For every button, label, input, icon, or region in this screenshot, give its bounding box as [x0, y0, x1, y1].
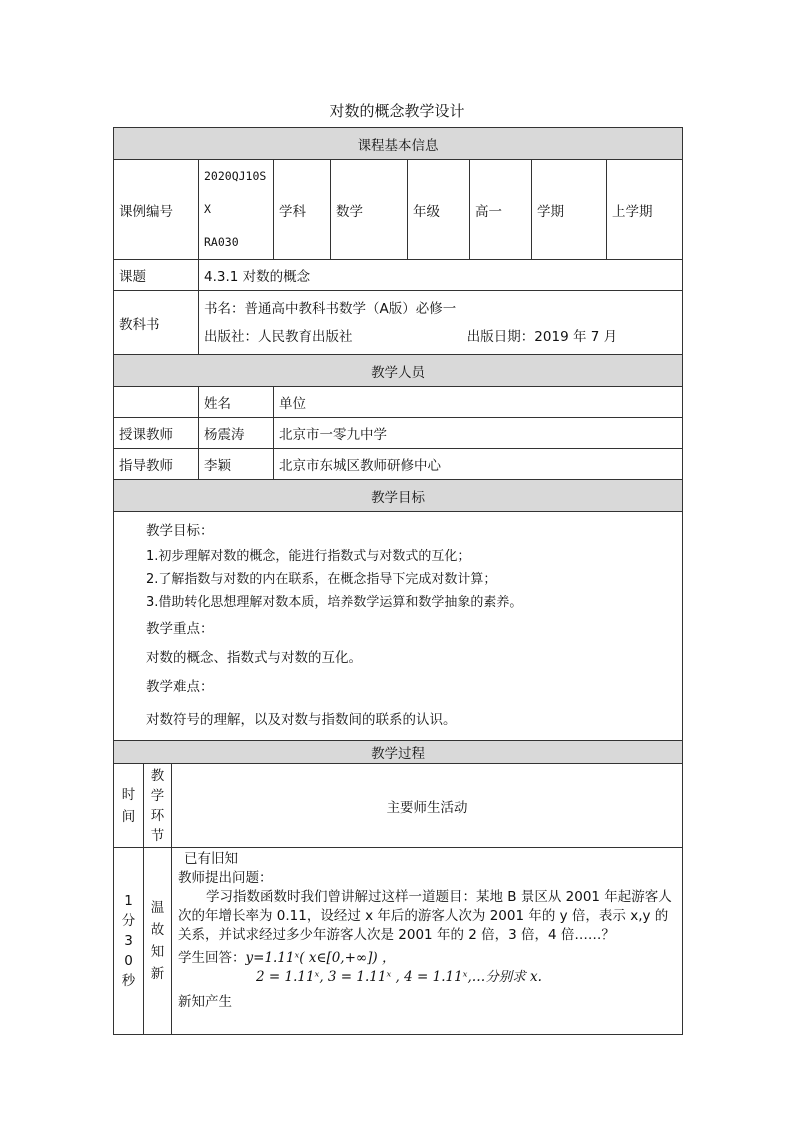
- subject-label: 学科: [274, 160, 331, 260]
- publish-date: 出版日期：2019 年 7 月: [466, 328, 618, 345]
- goals-content: [114, 512, 683, 741]
- publisher: 出版社：人民教育出版社: [204, 328, 353, 345]
- lesson-plan-table: [113, 127, 683, 1035]
- grade-label: 年级: [408, 160, 470, 260]
- section-process: 教学过程: [114, 741, 683, 764]
- staff-unit-advisor: 北京市东城区教师研修中心: [274, 449, 683, 480]
- topic-label: 课题: [114, 260, 199, 291]
- page-title: 对数的概念教学设计: [329, 102, 465, 120]
- goal-item-2: 2.了解指数与对数的内在联系，在概念指导下完成对数计算；: [146, 572, 497, 587]
- difficulty-label: 教学难点：: [146, 679, 214, 695]
- textbook-label: 教科书: [114, 291, 199, 355]
- staff-role-lecturer: 授课教师: [114, 418, 199, 449]
- answer-equations: 2 = 1.11ˣ, 3 = 1.11ˣ , 4 = 1.11ˣ,…分别求 x.: [256, 969, 542, 985]
- process-stage-value: 温 故 知 新: [144, 848, 172, 1035]
- goals-label: 教学目标：: [146, 523, 214, 539]
- textbook-info: [199, 291, 683, 355]
- grade-value: 高一: [470, 160, 532, 260]
- staff-unit-lecturer: 北京市一零九中学: [274, 418, 683, 449]
- book-name: 书名：普通高中教科书数学（A版）必修一: [204, 300, 457, 317]
- goal-item-3: 3.借助转化思想理解对数本质，培养数学运算和数学抽象的素养。: [146, 595, 523, 610]
- prior-knowledge: 已有旧知: [184, 851, 238, 867]
- teacher-question-label: 教师提出问题：: [178, 870, 273, 886]
- staff-header-unit: 单位: [274, 387, 683, 418]
- section-goals: 教学目标: [114, 480, 683, 512]
- process-activity-content: [172, 848, 683, 1035]
- difficulty-text: 对数符号的理解，以及对数与指数间的联系的认识。: [146, 712, 457, 728]
- staff-header-empty: [114, 387, 199, 418]
- problem-text: 学习指数函数时我们曾讲解过这样一道题目：某地 B 景区从 2001 年起游客人次的年增长率为 0.11，设经过 x 年后的游客人次为 2001 年的 y 倍，表示 x,y 的关系，并试求经过多少年游客人次是 2001 年的 2 倍，3 倍，4 倍……？: [178, 889, 672, 943]
- student-answer: [178, 949, 676, 968]
- staff-name-advisor: 李颖: [199, 449, 274, 480]
- staff-name-lecturer: 杨震涛: [199, 418, 274, 449]
- subject-value: 数学: [331, 160, 408, 260]
- goal-item-1: 1.初步理解对数的概念，能进行指数式与对数式的互化；: [146, 549, 471, 564]
- answer-formula: y=1.11ˣ( x∈[0,+∞]) ，: [245, 950, 396, 966]
- term-label: 学期: [532, 160, 607, 260]
- key-points-text: 对数的概念、指数式与对数的互化。: [146, 650, 362, 666]
- process-header-time: 时 间: [114, 764, 144, 848]
- student-answer-label: 学生回答：: [178, 950, 246, 966]
- term-value: 上学期: [607, 160, 683, 260]
- process-header-main: 主要师生活动: [172, 764, 683, 848]
- course-code-label: 课例编号: [114, 160, 199, 260]
- process-time-value: 1 分 3 0 秒: [114, 848, 144, 1035]
- staff-header-name: 姓名: [199, 387, 274, 418]
- section-basic-info: 课程基本信息: [114, 128, 683, 160]
- new-knowledge: 新知产生: [178, 994, 232, 1010]
- topic-value: 4.3.1 对数的概念: [199, 260, 683, 291]
- staff-role-advisor: 指导教师: [114, 449, 199, 480]
- section-staff: 教学人员: [114, 355, 683, 387]
- process-header-stage: 教 学 环 节: [144, 764, 172, 848]
- key-points-label: 教学重点：: [146, 621, 214, 637]
- course-code-value: 2020QJ10S X RA030: [199, 160, 274, 260]
